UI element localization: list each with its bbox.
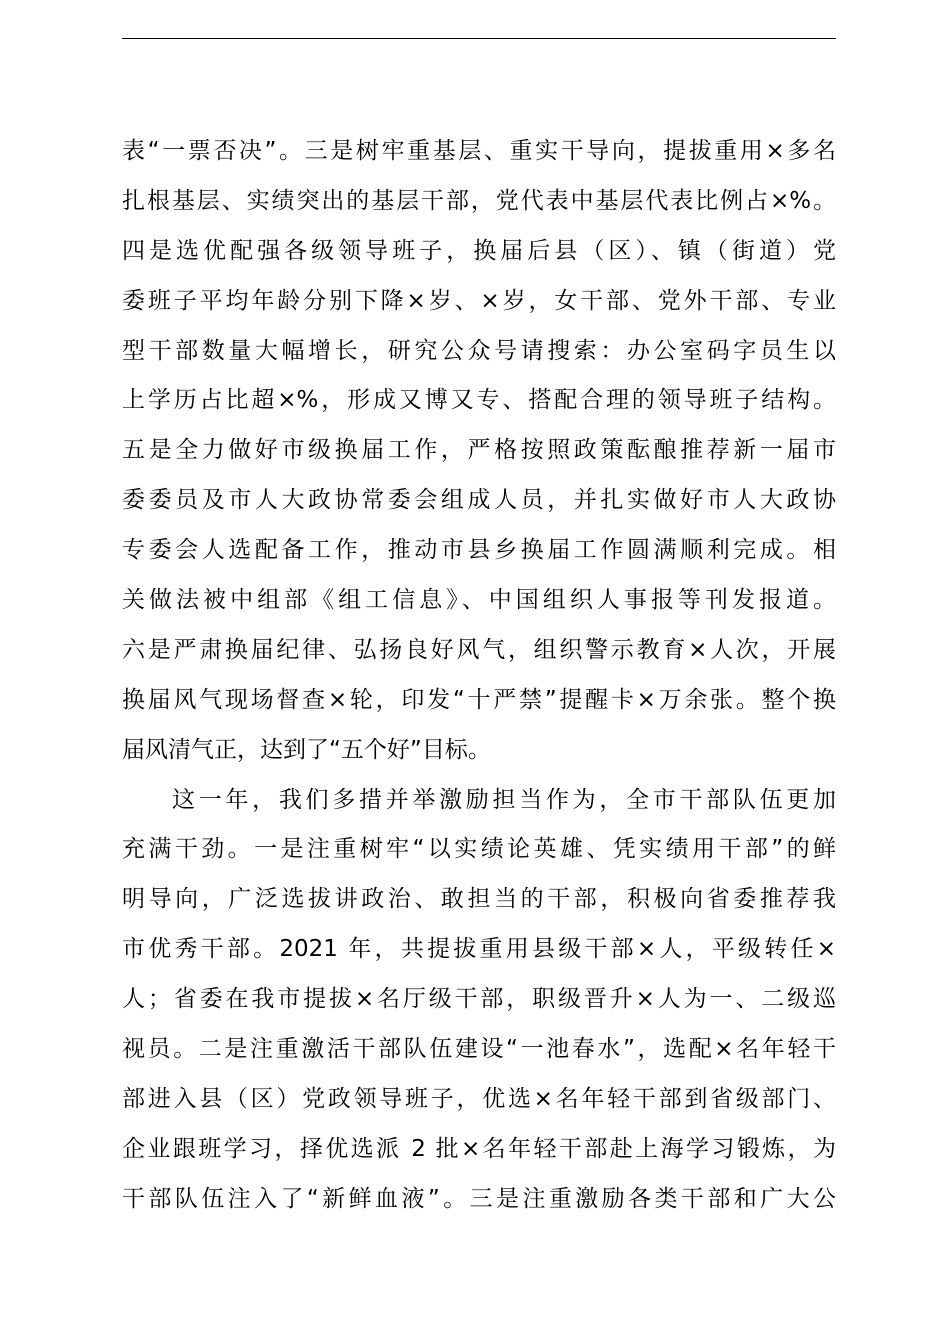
- text-line: 上学历占比超×%，形成又博又专、搭配合理的领导班子结构。: [122, 387, 836, 414]
- text-line: 关做法被中组部《组工信息》、中国组织人事报等刊发报道。: [122, 587, 836, 614]
- text-line: 换届风气现场督查×轮，印发“十严禁”提醒卡×万余张。整个换: [122, 686, 836, 713]
- text-line: 委委员及市人大政协常委会组成人员，并扎实做好市人大政协: [122, 487, 836, 514]
- text-line: 五是全力做好市级换届工作，严格按照政策酝酿推荐新一届市: [122, 437, 836, 464]
- text-line: 干部队伍注入了“新鲜血液”。三是注重激励各类干部和广大公: [122, 1185, 836, 1212]
- text-line: 人；省委在我市提拔×名厅级干部，职级晋升×人为一、二级巡: [122, 986, 836, 1013]
- text-line: 专委会人选配备工作，推动市县乡换届工作圆满顺利完成。相: [122, 537, 836, 564]
- text-line: 六是严肃换届纪律、弘扬良好风气，组织警示教育×人次，开展: [122, 636, 836, 663]
- text-line: 扎根基层、实绩突出的基层干部，党代表中基层代表比例占×%。: [122, 187, 836, 214]
- text-line: 届风清气正，达到了“五个好”目标。: [122, 736, 491, 763]
- paragraph-2: [122, 776, 836, 1225]
- text-line: 型干部数量大幅增长，研究公众号请搜索：办公室码字员生以: [122, 337, 836, 364]
- text-line: 委班子平均年龄分别下降×岁、×岁，女干部、党外干部、专业: [122, 287, 836, 314]
- text-line: 视员。二是注重激活干部队伍建设“一池春水”，选配×名年轻干: [122, 1036, 836, 1063]
- text-line: 企业跟班学习，择优选派 2 批×名年轻干部赴上海学习锻炼，为: [122, 1135, 836, 1162]
- text-line: 充满干劲。一是注重树牢“以实绩论英雄、凭实绩用干部”的鲜: [122, 836, 836, 863]
- text-line: 明导向，广泛选拔讲政治、敢担当的干部，积极向省委推荐我: [122, 886, 836, 913]
- text-line: 市优秀干部。2021 年，共提拔重用县级干部×人，平级转任×: [122, 936, 836, 963]
- header-rule: [122, 38, 836, 39]
- text-line: 表“一票否决”。三是树牢重基层、重实干导向，提拔重用×多名: [122, 138, 836, 164]
- text-line: 四是选优配强各级领导班子，换届后县（区）、镇（街道）党: [122, 237, 836, 264]
- document-body: [122, 127, 836, 1225]
- paragraph-1: [122, 127, 836, 776]
- text-line: 部进入县（区）党政领导班子，优选×名年轻干部到省级部门、: [122, 1085, 836, 1112]
- text-line: 这一年，我们多措并举激励担当作为，全市干部队伍更加: [172, 786, 836, 813]
